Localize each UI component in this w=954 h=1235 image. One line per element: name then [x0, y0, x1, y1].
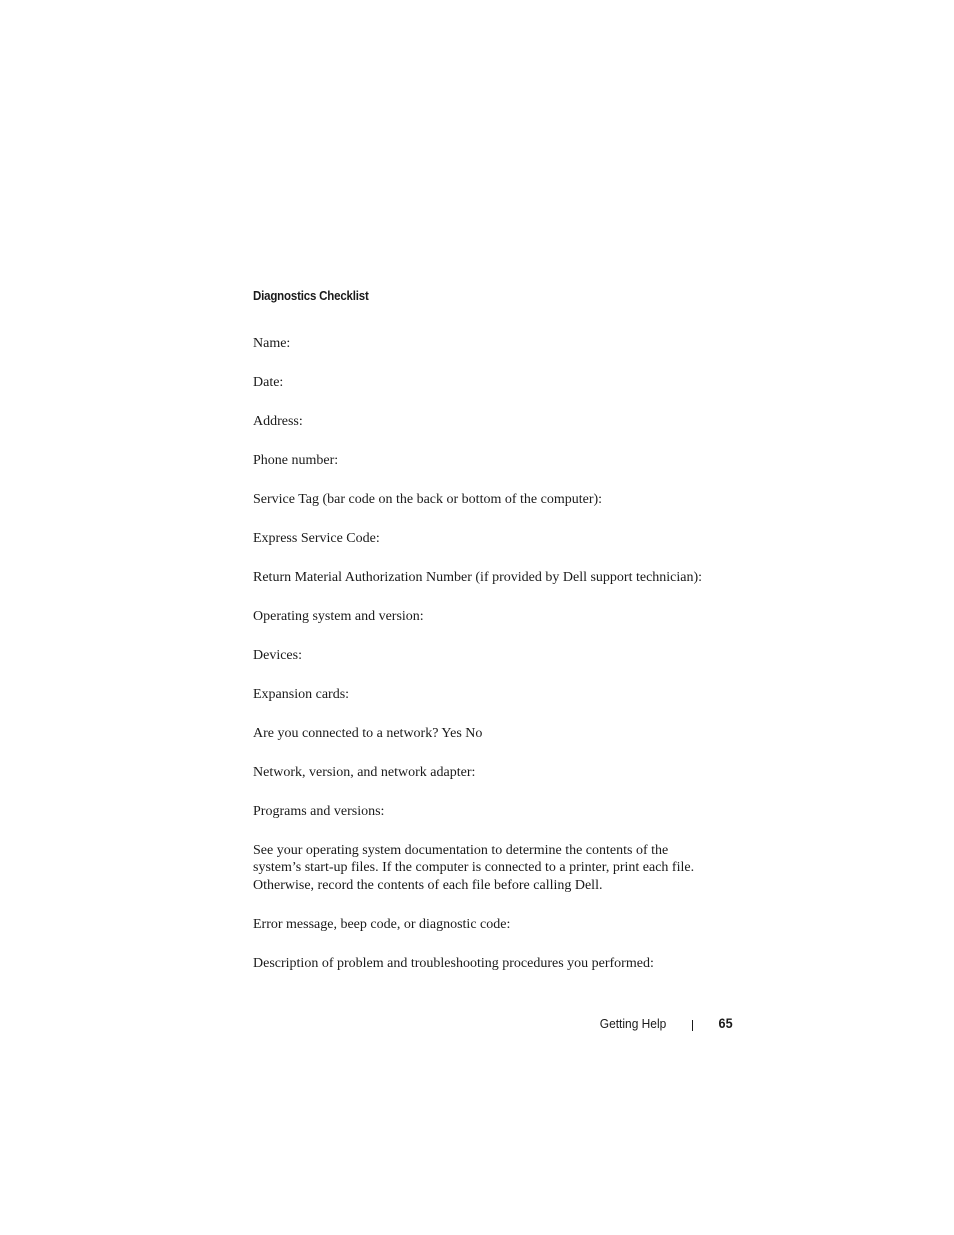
footer-separator: [692, 1020, 693, 1031]
footer-section-title: Getting Help: [599, 1016, 666, 1031]
field-expansion-cards: Expansion cards:: [253, 686, 350, 702]
field-devices: Devices:: [253, 647, 302, 663]
field-service-tag: Service Tag (bar code on the back or bottom of the computer):: [253, 491, 603, 507]
field-problem-description: Description of problem and troubleshooting procedures you performed:: [253, 955, 654, 971]
field-address: Address:: [253, 414, 303, 429]
field-operating-system: Operating system and version:: [253, 608, 424, 624]
page-number: 65: [718, 1015, 733, 1031]
startup-files-note: [253, 842, 733, 895]
page-footer: [0, 1015, 954, 1033]
checklist-content: [253, 288, 733, 972]
startup-note-line: See your operating system documentation to determine the contents of the: [253, 842, 669, 858]
checklist-heading: Diagnostics Checklist: [253, 289, 369, 303]
field-rma-number: Return Material Authorization Number (if provided by Dell support technician):: [253, 569, 703, 585]
field-error-message: Error message, beep code, or diagnostic code:: [253, 916, 511, 932]
startup-note-line: system’s start-up files. If the computer is connected to a printer, print each file.: [253, 860, 695, 875]
field-network-connected: Are you connected to a network? Yes No: [253, 725, 483, 741]
field-express-service-code: Express Service Code:: [253, 531, 380, 546]
field-network-adapter: Network, version, and network adapter:: [253, 764, 476, 780]
field-phone-number: Phone number:: [253, 453, 339, 468]
startup-note-line: Otherwise, record the contents of each file before calling Dell.: [253, 877, 603, 893]
field-programs-versions: Programs and versions:: [253, 803, 385, 819]
field-name: Name:: [253, 336, 291, 351]
field-date: Date:: [253, 375, 284, 390]
